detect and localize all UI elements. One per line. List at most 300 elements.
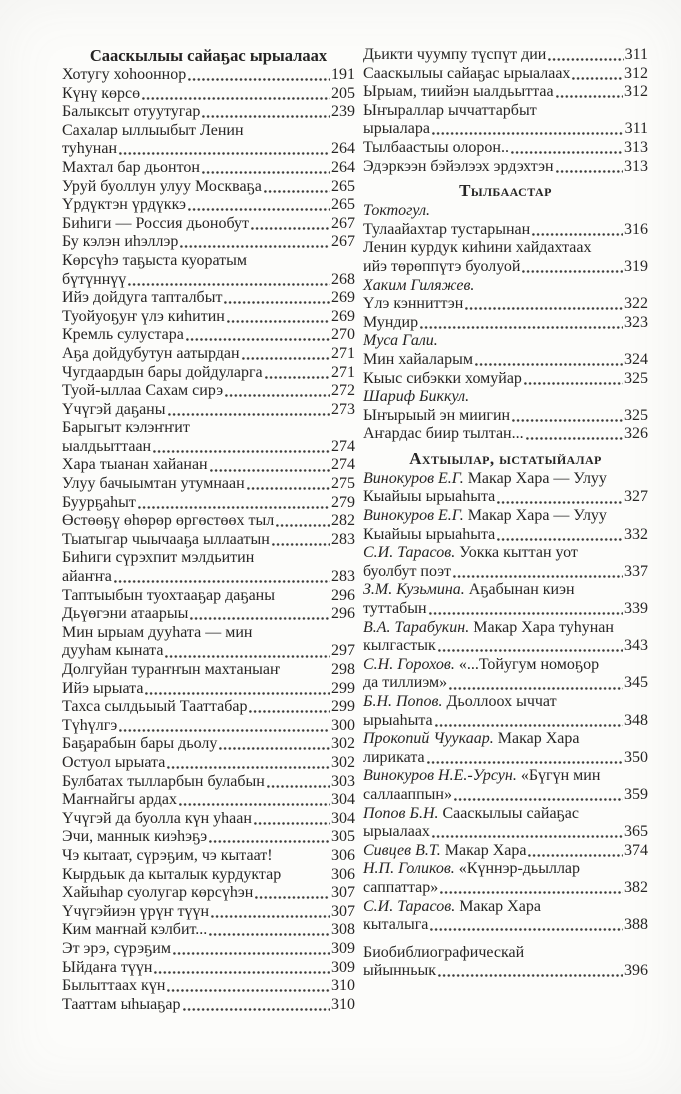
entry-last-line: [62, 717, 355, 736]
dot-leader: [186, 338, 330, 341]
toc-author-line: [363, 277, 648, 296]
entry-title: ырыалаах: [363, 823, 430, 841]
dot-leader: [449, 687, 623, 690]
dot-leader: [224, 301, 330, 304]
dot-leader: [427, 761, 623, 764]
entry-page-number: 311: [624, 46, 648, 63]
entry-last-line: [363, 674, 648, 693]
entry-last-line: [62, 903, 355, 922]
entry-title: Ырыам, тиийэн ыалдьыттаа: [363, 83, 554, 101]
toc-entry: [62, 252, 355, 289]
entry-title: Хара тыанан хайанан: [62, 456, 208, 474]
entry-title: Туой-ыллаа Сахам сирэ: [62, 382, 224, 400]
entry-page-number: 307: [331, 884, 355, 902]
entry-page-number: 302: [331, 735, 355, 753]
entry-last-line: [363, 842, 648, 861]
entry-author: В.А. Тарабукин.: [363, 618, 470, 636]
toc-entry: [363, 767, 648, 804]
entry-title: ийэ төрөппүтэ буолуой: [363, 257, 521, 275]
dot-leader: [453, 575, 623, 578]
entry-title: Үлэ кэнниттэн: [363, 295, 464, 313]
entry-title-lead: З.М. Кузьмина. Аҕабынан киэн: [363, 581, 575, 599]
entry-page-number: 324: [624, 350, 648, 368]
entry-author: Н.П. Голиков.: [363, 860, 455, 878]
dot-leader: [264, 190, 330, 193]
entry-page-number: 322: [624, 295, 648, 313]
dot-leader: [249, 710, 330, 713]
entry-page-number: 283: [331, 530, 355, 548]
entry-page-number: 296: [331, 605, 355, 623]
toc-section: [363, 46, 648, 176]
entry-page-number: 282: [331, 512, 355, 530]
dot-leader: [548, 58, 623, 61]
entry-page-number: 310: [331, 995, 355, 1013]
entry-title: Эт эрэ, сүрэҕим: [62, 939, 171, 957]
entry-title: Хайыһар суолугар көрсүһэн: [62, 884, 254, 902]
entry-author: С.Н. Горохов.: [363, 655, 455, 673]
toc-entry: [62, 903, 355, 922]
entry-title: Үчүгэй да буолла күн уһаан: [62, 809, 252, 827]
entry-author: Винокуров Е.Г.: [363, 507, 464, 525]
toc-entry: [62, 773, 355, 792]
entry-title: Өстөөҕү өһөрөр өргөстөөх тыл: [62, 512, 275, 530]
toc-left-column: [62, 46, 355, 1094]
entry-last-line: [62, 680, 355, 699]
entry-last-line: [62, 810, 355, 829]
dot-leader: [524, 382, 623, 385]
entry-title: саппаттар»: [363, 878, 439, 896]
entry-last-line: [62, 345, 355, 364]
entry-title: Ыйдаҥа түүн: [62, 958, 153, 976]
toc-entry: [62, 475, 355, 494]
entry-title: Сааскылыы сайаҕас ырыалаах: [363, 64, 571, 82]
dot-leader: [512, 419, 623, 422]
dot-leader: [465, 307, 623, 310]
entry-page-number: 191: [331, 66, 355, 83]
entry-last-line: [62, 735, 355, 754]
entry-last-line: [62, 494, 355, 513]
dot-leader: [267, 785, 330, 788]
entry-page-number: 300: [331, 716, 355, 734]
entry-last-line: [363, 314, 648, 333]
toc-entry: [363, 239, 648, 276]
toc-entry: [363, 898, 648, 935]
dot-leader: [219, 747, 330, 750]
entry-last-line: [62, 85, 355, 104]
entry-title-lead: Сахалар ыллыыбыт Ленин: [62, 121, 244, 139]
dot-leader: [173, 952, 330, 955]
entry-title: Мин хайаларым: [363, 350, 474, 368]
entry-last-line: [363, 83, 648, 102]
toc-author-line: [363, 388, 648, 407]
entry-page-number: 304: [331, 809, 355, 827]
toc-entry: [62, 698, 355, 717]
entry-page-number: 350: [624, 748, 648, 766]
toc-entry: [62, 791, 355, 810]
toc-entry: [363, 425, 648, 444]
toc-entry: [363, 730, 648, 767]
toc-entry: [62, 308, 355, 327]
entry-page-number: 270: [331, 326, 355, 344]
entry-author: Шариф Биккул.: [363, 388, 470, 406]
entry-last-line: [62, 233, 355, 252]
entry-last-line: [62, 884, 355, 903]
entry-title: дууһам кыната: [62, 642, 164, 660]
entry-page-number: 339: [624, 600, 648, 618]
entry-title: Күнү көрсө: [62, 84, 141, 102]
entry-title: Тулаайахтар тустарынан: [363, 220, 531, 238]
entry-last-line: [62, 475, 355, 494]
toc-entry: [62, 624, 355, 661]
entry-last-line: [62, 698, 355, 717]
entry-last-line: [363, 46, 648, 65]
entry-title: Булбатах тылларбын булабын: [62, 772, 265, 790]
dot-leader: [153, 450, 330, 453]
section-header: Ахтыылар, ыстатыйалар: [409, 448, 602, 468]
entry-last-line: [62, 847, 355, 866]
toc-entry: [62, 735, 355, 754]
entry-page-number: 296: [331, 586, 355, 604]
entry-title-lead: Прокопий Чуукаар. Макар Хара: [363, 730, 580, 748]
toc-entry: [62, 531, 355, 550]
dot-leader: [454, 798, 623, 801]
entry-title-lead: Винокуров Н.Е.-Урсун. «Бүгүн мин: [363, 767, 601, 785]
entry-title-lead: Н.П. Голиков. «Күннэр-дьыллар: [363, 860, 581, 878]
entry-title: Чугдаардын бары дойдуларга: [62, 363, 263, 381]
entry-page-number: 272: [331, 382, 355, 400]
entry-page-number: 313: [624, 157, 648, 175]
toc-entry: [363, 805, 648, 842]
entry-page-number: 311: [624, 120, 648, 138]
entry-page-number: 274: [331, 456, 355, 474]
toc-author-line: [363, 332, 648, 351]
entry-author: С.И. Тарасов.: [363, 897, 456, 915]
entry-author: Прокопий Чуукаар.: [363, 730, 494, 748]
entry-title-lead: Биһиги сүрэхпит мэлдьитин: [62, 549, 255, 567]
entry-title: Үрдүктэн үрдүккэ: [62, 196, 186, 214]
toc-entry: [62, 828, 355, 847]
entry-title-lead: Көрсүһэ таҕыста куоратым: [62, 251, 248, 269]
entry-last-line: [363, 407, 648, 426]
toc-entry: [62, 326, 355, 345]
entry-title-lead: Винокуров Е.Г. Макар Хара — Улуу: [363, 469, 607, 487]
entry-author: Хаким Гиляжев.: [363, 276, 475, 294]
dot-leader: [255, 896, 330, 899]
dot-leader: [154, 971, 330, 974]
dot-leader: [282, 673, 330, 676]
toc-entry: [62, 103, 355, 122]
entry-page-number: 268: [331, 270, 355, 288]
entry-title: буолбут поэт: [363, 562, 452, 580]
dot-leader: [497, 501, 623, 504]
entry-page-number: 271: [331, 363, 355, 381]
entry-last-line: [62, 308, 355, 327]
entry-page-number: 326: [624, 425, 648, 443]
dot-leader: [429, 612, 623, 615]
toc-entry: [62, 456, 355, 475]
toc-entry: [62, 866, 355, 885]
entry-title: ырыалара: [363, 120, 430, 138]
entry-page-number: 265: [331, 177, 355, 195]
dot-leader: [179, 803, 330, 806]
entry-last-line: [62, 159, 355, 178]
toc-entry: [62, 401, 355, 420]
toc-entry: [62, 196, 355, 215]
entry-page-number: 343: [624, 637, 648, 655]
entry-title: Аҥардас биир тылтан...: [363, 425, 524, 443]
toc-entry: [62, 233, 355, 252]
toc-entry: [62, 512, 355, 531]
entry-last-line: [363, 563, 648, 582]
entry-title: Маҥнайгы ардах: [62, 791, 177, 809]
dot-leader: [119, 152, 330, 155]
entry-title: Эдэркээн бэйэлээх эрдэхтэн: [363, 157, 554, 175]
entry-title-lead: Барыгыт кэлэҥҥит: [62, 419, 190, 437]
entry-last-line: [62, 289, 355, 308]
entry-title: Тахса сылдьыый Тааттабар: [62, 698, 248, 716]
entry-page-number: 307: [331, 902, 355, 920]
entry-page-number: 313: [624, 138, 648, 156]
dot-leader: [180, 245, 330, 248]
dot-leader: [168, 413, 331, 416]
entry-page-number: 396: [624, 962, 648, 980]
toc-entry: [62, 345, 355, 364]
dot-leader: [145, 692, 330, 695]
entry-title: ыалдьыттаан: [62, 437, 152, 455]
entry-last-line: [62, 531, 355, 550]
entry-last-line: [62, 866, 355, 885]
entry-last-line: [62, 178, 355, 197]
entry-title-lead: Мин ырыам дууһата — мин: [62, 623, 253, 641]
dot-leader: [283, 878, 330, 881]
entry-title: Туойуоҕуҥ үлэ киһитин: [62, 307, 225, 325]
entry-page-number: 274: [331, 437, 355, 455]
entry-title: Остуол ырыата: [62, 753, 166, 771]
entry-last-line: [62, 401, 355, 420]
toc-section: [363, 181, 648, 444]
entry-title: Улуу бачыымтан утумнаан: [62, 475, 245, 493]
entry-author: С.И. Тарасов.: [363, 544, 456, 562]
entry-title: кылгастык: [363, 637, 436, 655]
entry-title-lead: Ыҥыраллар ыччаттарбыт: [363, 101, 537, 119]
entry-last-line: [363, 712, 648, 731]
entry-title: Балыксыт отуутугар: [62, 103, 201, 121]
toc-entry: [62, 847, 355, 866]
dot-leader: [138, 506, 330, 509]
entry-page-number: 316: [624, 220, 648, 238]
dot-leader: [254, 822, 330, 825]
entry-title: лириката: [363, 748, 425, 766]
entry-page-number: 359: [624, 785, 648, 803]
dot-leader: [242, 357, 330, 360]
toc-entry: [363, 470, 648, 507]
entry-last-line: [62, 196, 355, 215]
entry-page-number: 345: [624, 674, 648, 692]
toc-entry: [62, 754, 355, 773]
entry-last-line: [363, 749, 648, 768]
entry-title: ыйынньык: [363, 962, 437, 980]
entry-last-line: [363, 221, 648, 240]
entry-title-lead: С.И. Тарасов. Макар Хара: [363, 897, 541, 915]
entry-page-number: 299: [331, 698, 355, 716]
dot-leader: [272, 543, 330, 546]
entry-last-line: [363, 158, 648, 177]
entry-author: Винокуров Н.Е.-Урсун.: [363, 767, 517, 785]
entry-last-line: [62, 605, 355, 624]
entry-page-number: 297: [331, 642, 355, 660]
dot-leader: [475, 363, 623, 366]
toc-entry: [363, 407, 648, 426]
dot-leader: [420, 326, 623, 329]
toc-entry: [62, 215, 355, 234]
entry-last-line: [363, 139, 648, 158]
dot-leader: [276, 524, 330, 527]
entry-title: Мундир: [363, 313, 419, 331]
entry-last-line: [62, 456, 355, 475]
dot-leader: [202, 171, 330, 174]
entry-page-number: 298: [331, 661, 355, 678]
entry-title: Сивцев В.Т. Макар Хара: [363, 841, 527, 859]
entry-title: Буурҕаһыт: [62, 493, 136, 511]
toc-entry: [62, 66, 355, 85]
entry-page-number: 205: [331, 84, 355, 102]
entry-page-number: 305: [331, 828, 355, 846]
dot-leader: [188, 208, 330, 211]
toc-right-column: [363, 46, 648, 1094]
entry-page-number: 264: [331, 158, 355, 176]
entry-page-number: 303: [331, 772, 355, 790]
entry-title: Тааттам ыһыаҕар: [62, 995, 181, 1013]
toc-entry: [62, 996, 355, 1015]
entry-page-number: 337: [624, 562, 648, 580]
entry-title: саллааппын»: [363, 785, 452, 803]
entry-title: туһунан: [62, 140, 118, 158]
toc-entry: [363, 102, 648, 139]
entry-last-line: [62, 754, 355, 773]
entry-page-number: 306: [331, 865, 355, 883]
entry-last-line: [363, 488, 648, 507]
entry-page-number: 264: [331, 140, 355, 158]
entry-title: Ийэ дойдуга тапталбыт: [62, 289, 223, 307]
entry-title: Хотугу хоһооннор: [62, 66, 187, 83]
toc-entry: [363, 221, 648, 240]
entry-page-number: 265: [331, 196, 355, 214]
entry-author: Попов Б.Н.: [363, 804, 439, 822]
entry-page-number: 273: [331, 400, 355, 418]
entry-title: Долгуйан тураҥҥын махтаныаҥ: [62, 661, 280, 678]
entry-author: Токтогул.: [363, 202, 431, 220]
entry-title: Кырдьык да кыталык курдуктар: [62, 865, 282, 883]
dot-leader: [435, 724, 623, 727]
dot-leader: [430, 928, 623, 931]
entry-page-number: 312: [624, 83, 648, 101]
dot-leader: [210, 469, 330, 472]
dot-leader: [119, 729, 330, 732]
entry-page-number: 365: [624, 823, 648, 841]
entry-title: Кыайыы ырыаһыта: [363, 525, 496, 543]
entry-page-number: 310: [331, 977, 355, 995]
entry-page-number: 348: [624, 711, 648, 729]
toc-entry: [62, 717, 355, 736]
entry-title: Баҕарабын бары дьолу: [62, 735, 218, 753]
entry-title: Түһүлгэ: [62, 716, 118, 734]
toc-entry: [62, 122, 355, 159]
toc-entry: [62, 940, 355, 959]
entry-title: Эчи, маннык киэһэҕэ: [62, 828, 208, 846]
entry-page-number: 283: [331, 568, 355, 586]
section-header: Тылбаастар: [459, 181, 552, 201]
entry-title: Ким маҥнай кэлбит...: [62, 921, 208, 939]
entry-last-line: [363, 637, 648, 656]
entry-page-number: 309: [331, 939, 355, 957]
toc-entry: [62, 884, 355, 903]
entry-last-line: [62, 587, 355, 606]
entry-last-line: [62, 140, 355, 159]
entry-page-number: 269: [331, 289, 355, 307]
toc-entry: [62, 549, 355, 586]
entry-page-number: 309: [331, 958, 355, 976]
entry-page-number: 388: [624, 916, 648, 934]
entry-last-line: [363, 295, 648, 314]
entry-last-line: [62, 921, 355, 940]
entry-page-number: 304: [331, 791, 355, 809]
entry-title: Кремль сулустара: [62, 326, 184, 344]
entry-title: Дьикти чуумпу түспүт дии: [363, 46, 547, 63]
dot-leader: [432, 132, 624, 135]
toc-entry: [62, 680, 355, 699]
toc-section: [363, 944, 648, 981]
entry-title: бүтүннүү: [62, 270, 127, 288]
dot-leader: [225, 394, 330, 397]
entry-title: Таптыыбын туохтааҕар даҕаны: [62, 586, 275, 604]
entry-page-number: 269: [331, 307, 355, 325]
entry-page-number: 319: [624, 257, 648, 275]
dot-leader: [209, 933, 330, 936]
entry-last-line: [363, 962, 648, 981]
entry-title: Дьүөгэни атаарыы: [62, 605, 189, 623]
entry-title: ырыаһыта: [363, 711, 433, 729]
entry-last-line: [62, 271, 355, 290]
entry-last-line: [62, 642, 355, 661]
entry-title: Былыттаах күн: [62, 977, 166, 995]
toc-entry: [363, 507, 648, 544]
toc-entry: [62, 364, 355, 383]
toc-entry: [62, 605, 355, 624]
entry-title-lead: В.А. Тарабукин. Макар Хара туһунан: [363, 618, 614, 636]
dot-leader: [432, 835, 623, 838]
dot-leader: [528, 854, 623, 857]
toc-entry: [363, 842, 648, 861]
entry-title: кыталыга: [363, 916, 429, 934]
toc-entry: [62, 921, 355, 940]
toc-entry: [62, 419, 355, 456]
toc-entry: [363, 581, 648, 618]
entry-last-line: [62, 215, 355, 234]
dot-leader: [227, 320, 330, 323]
entry-page-number: 332: [624, 525, 648, 543]
toc-author-line: [363, 202, 648, 221]
entry-page-number: 325: [624, 369, 648, 387]
entry-title: Тылбаастыы олорон..: [363, 138, 509, 156]
entry-title: Махтал бар дьонтон: [62, 158, 200, 176]
toc-entry: [62, 977, 355, 996]
toc-entry: [363, 656, 648, 693]
toc-entries-left: [62, 66, 355, 1014]
dot-leader: [556, 95, 623, 98]
toc-entry: [363, 65, 648, 84]
toc-entry: [363, 139, 648, 158]
entry-last-line: [62, 773, 355, 792]
